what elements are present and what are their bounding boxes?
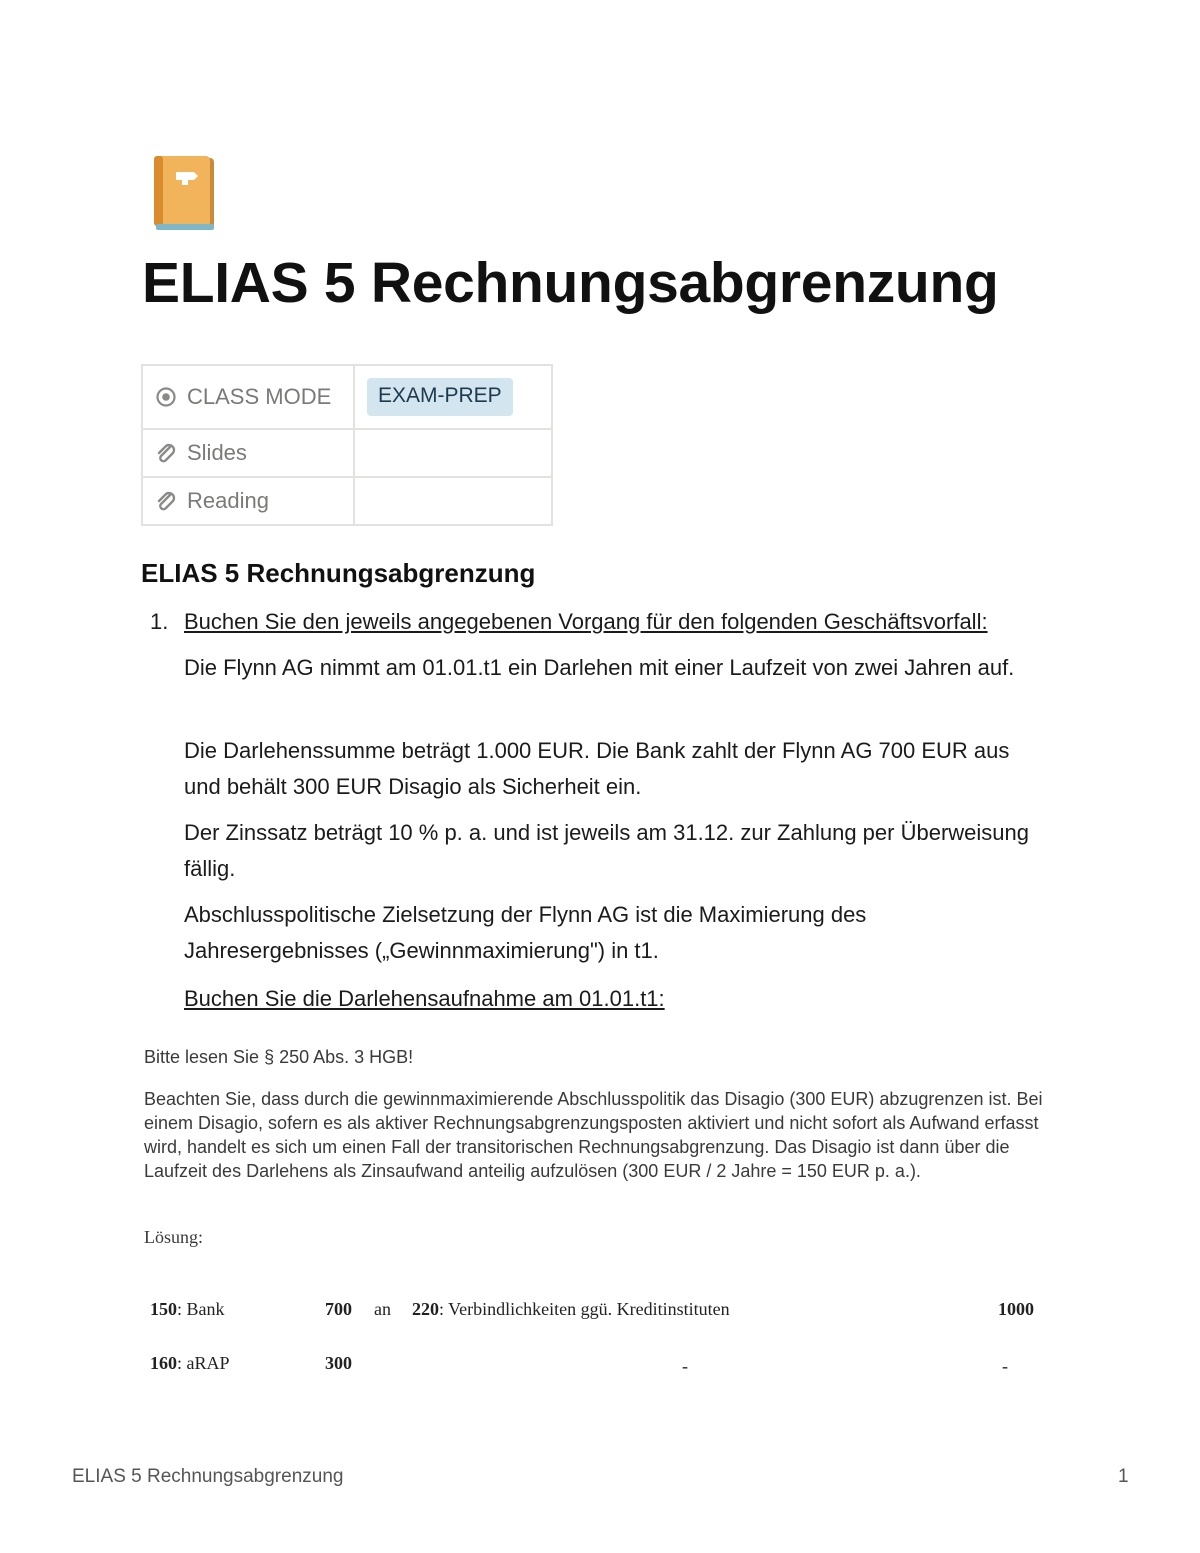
debit-account-name: : aRAP — [177, 1353, 230, 1373]
page-title: ELIAS 5 Rechnungsabgrenzung — [142, 251, 999, 315]
question-title: Buchen Sie den jeweils angegebenen Vorgang für den folgenden Geschäftsvorfall: — [184, 609, 988, 634]
properties-table — [141, 364, 553, 526]
solution-hint: Bitte lesen Sie § 250 Abs. 3 HGB! — [144, 1047, 414, 1067]
paragraph: Abschlusspolitische Zielsetzung der Flynn AG ist die Maximierung des Jahresergebnisses („Gewinnmaximierung") in t1. — [184, 902, 867, 963]
debit-account-name: : Bank — [177, 1299, 225, 1319]
debit-amount: 300 — [325, 1353, 352, 1373]
section-heading: ELIAS 5 Rechnungsabgrenzung — [141, 558, 536, 588]
class-mode-tag[interactable]: EXAM-PREP — [367, 378, 513, 416]
property-label-slides: Slides — [187, 440, 247, 465]
book-icon — [150, 152, 218, 234]
footer-title: ELIAS 5 Rechnungsabgrenzung — [72, 1466, 344, 1487]
solution-label: Lösung: — [144, 1227, 204, 1247]
task-text: Buchen Sie die Darlehensaufnahme am 01.01.t1: — [184, 986, 665, 1011]
debit-account-number: 150 — [150, 1299, 177, 1319]
paperclip-icon — [155, 442, 177, 464]
paperclip-icon — [155, 490, 177, 512]
credit-amount: - — [1002, 1356, 1008, 1376]
paragraph: Der Zinssatz beträgt 10 % p. a. und ist jeweils am 31.12. zur Zahlung per Überweisung fällig. — [184, 820, 1029, 881]
slides-value[interactable] — [354, 429, 552, 477]
credit-account-number: 220 — [412, 1299, 439, 1319]
credit-amount: 1000 — [998, 1299, 1034, 1319]
property-label-class-mode: CLASS MODE — [187, 384, 332, 409]
credit-account-name: : Verbindlichkeiten ggü. Kreditinstituten — [439, 1299, 730, 1319]
reading-value[interactable] — [354, 477, 552, 525]
property-row-reading — [142, 477, 552, 525]
solution-explanation: Beachten Sie, dass durch die gewinnmaximierende Abschlusspolitik das Disagio (300 EUR) abzugrenzen ist. Bei einem Disagio, sofern es als aktiver Rechnungsabgrenzungsposten aktiviert und nicht sofort als Aufwand erfasst wird, handelt es sich um einen Fall der transitorischen Rechnungsabgrenzung. Das Disagio ist dann über die Laufzeit des Darlehens als Zinsaufwand anteilig aufzulösen (300 EUR / 2 Jahre = 150 EUR p. a.). — [144, 1089, 1043, 1181]
booking-connector: an — [374, 1299, 391, 1319]
paragraph: Die Flynn AG nimmt am 01.01.t1 ein Darlehen mit einer Laufzeit von zwei Jahren auf. — [184, 655, 1015, 680]
property-row-slides — [142, 429, 552, 477]
paragraph: Die Darlehenssumme beträgt 1.000 EUR. Die Bank zahlt der Flynn AG 700 EUR aus und behält 300 EUR Disagio als Sicherheit ein. — [184, 738, 1010, 799]
property-label-reading: Reading — [187, 488, 269, 513]
page-number: 1 — [1118, 1466, 1129, 1487]
debit-amount: 700 — [325, 1299, 352, 1319]
credit-account-name: - — [682, 1356, 688, 1376]
gear-icon — [155, 386, 177, 408]
question-number: 1. — [150, 609, 169, 634]
debit-account-number: 160 — [150, 1353, 177, 1373]
property-row-class-mode — [142, 365, 552, 429]
